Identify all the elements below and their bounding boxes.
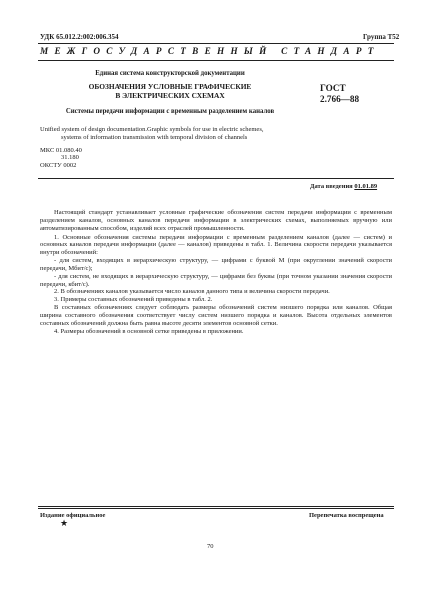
mks-code: МКС 01.080.40: [40, 147, 82, 154]
paragraph-2: 2. В обозначениях каналов указывается число каналов данного типа и величина скорости передачи.: [54, 288, 330, 296]
paragraph-1-item-hierarchical: - для систем, входящих в иерархическую структуру, — цифрами с буквой М (при округлении значений скорости передачи, Мбит/с);: [40, 257, 392, 272]
gost-number: 2.766—88: [320, 94, 360, 104]
reprint-prohibited-label: Перепечатка воспрещена: [309, 512, 384, 519]
official-edition-label: Издание официальное: [40, 512, 106, 519]
introduction-date: [310, 183, 377, 190]
document-title: [40, 83, 300, 100]
english-title-line2: systems of information transmission with temporal division of channels: [61, 133, 248, 141]
section-rule: [38, 178, 394, 179]
udk-code: УДК 65.012.2:002:006.354: [40, 33, 119, 41]
footer-rule-top: [38, 506, 394, 507]
document-body: [40, 209, 392, 336]
gost-label: ГОСТ: [320, 83, 346, 93]
gost-designation: [320, 83, 359, 105]
document-title-line2: В ЭЛЕКТРИЧЕСКИХ СХЕМАХ: [115, 90, 225, 100]
document-title-line1: ОБОЗНАЧЕНИЯ УСЛОВНЫЕ ГРАФИЧЕСКИЕ: [88, 82, 252, 91]
paragraph-1-item-non-hierarchical: - для систем, не входящих в иерархическую структуру, — цифрами без буквы (при точном указании значения скорости передачи, кбит/с).: [40, 272, 392, 288]
group-code: Группа Т52: [363, 33, 400, 41]
introduction-date-value: 01.01.89: [354, 183, 378, 190]
system-name: Единая система конструкторской документации: [95, 70, 245, 77]
header-top-rule: [38, 43, 394, 44]
footer-rule-bottom: [38, 508, 394, 509]
standard-banner: МЕЖГОСУДАРСТВЕННЫЙ СТАНДАРТ: [40, 46, 380, 56]
paragraph-1: 1. Основные обозначения системы передачи информации с временным разделением каналов (далее — систем) и основных каналов передачи информации (далее — каналов) приведены в табл. 1. Величина скорости передачи указывается внутри обозначений:: [40, 233, 392, 257]
okstu-code: ОКСТУ 0002: [40, 161, 77, 169]
page-number: 70: [207, 543, 214, 550]
paragraph-intro: Настоящий стандарт устанавливает условные графические обозначения систем передачи информации с временным разделением каналов, основных каналов передачи информации в электрических схемах, выполняемых вручную или автоматизированным способом, изделий всех отраслей промышленности.: [40, 209, 392, 232]
introduction-date-label: Дата введения: [310, 183, 353, 190]
star-icon: ★: [60, 518, 69, 528]
title-block: [40, 70, 300, 116]
document-subtitle: Системы передачи информации с временным разделением каналов: [65, 108, 275, 115]
mks-code-2: 31.180: [61, 154, 79, 162]
paragraph-3-detail: В составных обозначениях следует соблюдать размеры обозначений систем низшего порядка или каналов. Общая ширина составного обозначения соответствует числу систем низшего порядка и каналов. Высота отдельных элементов составных обозначений должна быть равна высоте десяти элементов основной сетки.: [40, 304, 392, 327]
paragraph-4: 4. Размеры обозначений в основной сетке приведены в приложении.: [54, 327, 244, 335]
english-title: [40, 126, 290, 142]
paragraph-3: 3. Примеры составных обозначений приведены в табл. 2.: [54, 296, 213, 304]
classification-codes: [40, 147, 82, 169]
header-bottom-rule: [38, 60, 394, 61]
english-title-line1: Unified system of design documentation.Graphic symbols for use in electric schemes,: [40, 126, 264, 133]
